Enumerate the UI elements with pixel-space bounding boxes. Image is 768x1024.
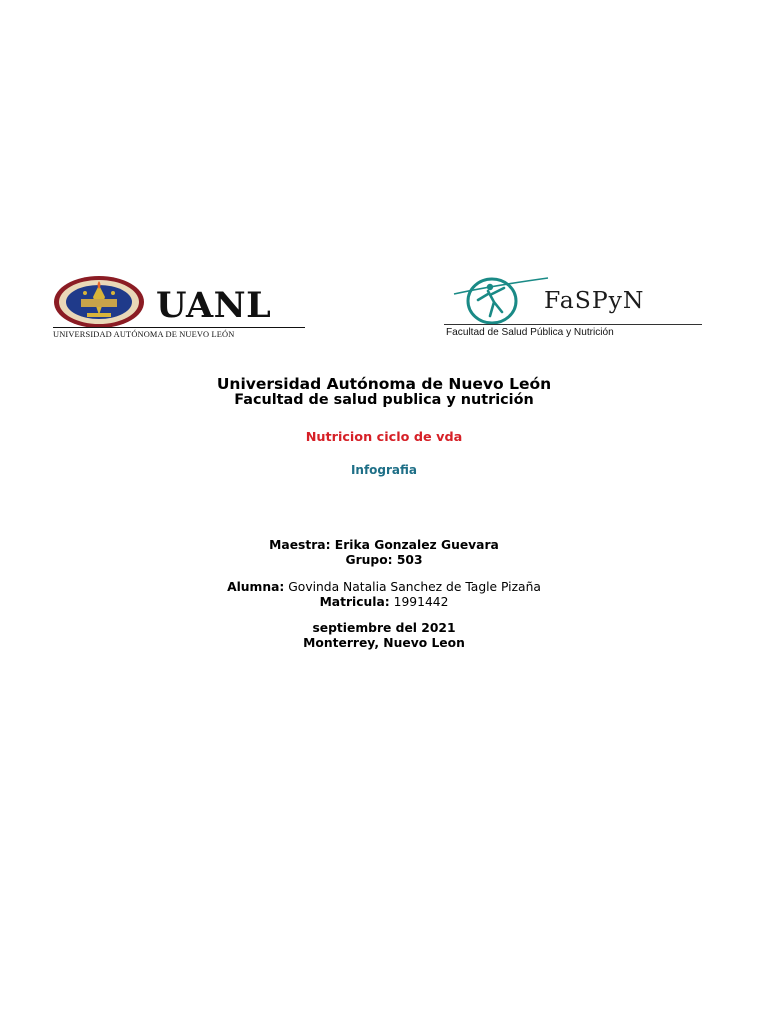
faspyn-logo <box>444 272 706 344</box>
uanl-logo <box>53 275 308 343</box>
student-line <box>0 580 768 594</box>
faspyn-caption: Facultad de Salud Pública y Nutrición <box>446 327 614 338</box>
document-type: Infografia <box>350 463 418 477</box>
id-line <box>0 595 768 609</box>
student-label: Alumna: <box>227 580 285 594</box>
course-title: Nutricion ciclo de vda <box>305 430 463 445</box>
university-name: Universidad Autónoma de Nuevo León <box>216 375 552 393</box>
faspyn-emblem-icon <box>450 272 550 326</box>
uanl-caption: UNIVERSIDAD AUTÓNOMA DE NUEVO LEÓN <box>53 330 235 339</box>
uanl-divider <box>53 327 305 328</box>
place-line: Monterrey, Nuevo Leon <box>303 636 465 650</box>
date-line: septiembre del 2021 <box>312 621 456 635</box>
id-label: Matricula: <box>319 595 390 609</box>
student-name: Govinda Natalia Sanchez de Tagle Pizaña <box>288 580 541 594</box>
faspyn-divider <box>444 324 702 325</box>
id-value: 1991442 <box>393 595 449 609</box>
faculty-name: Facultad de salud publica y nutrición <box>234 392 534 408</box>
uanl-wordmark: UANL <box>156 285 272 326</box>
teacher-line: Maestra: Erika Gonzalez Guevara <box>269 538 499 552</box>
faspyn-wordmark: FaSPyN <box>544 286 645 314</box>
uanl-seal-icon <box>53 275 145 330</box>
group-line: Grupo: 503 <box>345 553 423 567</box>
